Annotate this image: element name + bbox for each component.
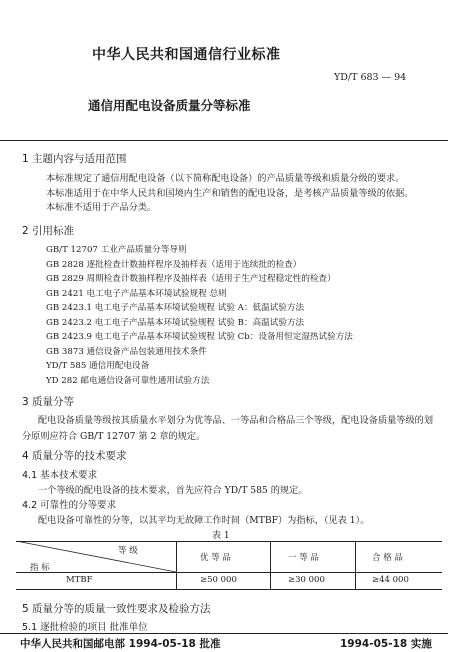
reference-standard: GB/T 12707 工业产品质量分等导则 [46,245,187,255]
reference-standard: GB 2423.1 电工电子产品基本环境试验规程 试验 A：低温试验方法 [46,303,305,313]
section-1-paragraph: 本标准适用于在中华人民共和国境内生产和销售的配电设备，是考核产品质量等级的依据。 [46,188,414,199]
section-1-heading: 1 主题内容与适用范围 [22,153,127,165]
section-4-1-heading: 4.1 基本技术要求 [22,470,98,481]
section-4-2-heading: 4.2 可靠性的分等要求 [22,500,117,511]
table-column-header: 优 等 品 [200,553,231,563]
org-title: 中华人民共和国通信行业标准 [92,47,281,63]
section-5-1-heading: 5.1 逐批检验的项目 批准单位 [22,622,148,633]
section-3-paragraph: 分原则应符合 GB/T 12707 第 2 章的规定。 [22,431,206,442]
standard-number: YD/T 683 — 94 [334,72,407,83]
reference-standard: GB 3873 通信设备产品包装通用技术条件 [46,347,207,357]
reference-standard: GB 2421 电工电子产品基本环境试验规程 总则 [46,289,227,299]
section-4-2-text: 配电设备可靠性的分等，以其平均无故障工作时间（MTBF）为指标，（见表 1）。 [38,515,370,526]
footer-rule [0,633,448,634]
table-corner-header: 指 标 [30,563,50,573]
section-4-heading: 4 质量分等的技术要求 [22,450,127,462]
table-cell: ≥44 000 [372,575,409,585]
section-4-1-text: 一个等级的配电设备的技术要求，首先应符合 YD/T 585 的规定。 [38,485,308,496]
section-2-heading: 2 引用标准 [22,225,75,237]
reference-standard: YD/T 585 通信用配电设备 [46,361,150,371]
section-3-paragraph: 配电设备质量等级按其质量水平划分为优等品、一等品和合格品三个等级，配电设备质量等级的划 [38,415,434,426]
section-1-paragraph: 本标准规定了通信用配电设备（以下简称配电设备）的产品质量等级和质量分级的要求。 [46,173,405,184]
reference-standard: GB 2423.2 电工电子产品基本环境试验规程 试验 B：高温试验方法 [46,318,305,328]
header-rule [0,140,448,141]
section-5-heading: 5 质量分等的质量一致性要求及检验方法 [22,603,211,615]
table-column-header: 合 格 品 [372,553,403,563]
table-cell: ≥30 000 [288,575,325,585]
approval-statement: 中华人民共和国邮电部 1994-05-18 批准 [20,638,221,650]
table-corner-header: 等 级 [118,546,138,556]
reference-standard: YD 282 邮电通信设备可靠性通用试验方法 [46,376,210,386]
table-row-label: MTBF [66,575,93,585]
table-caption: 表 1 [212,531,230,541]
reference-standard: GB 2423.9 电工电子产品基本环境试验规程 试验 Cb：设备用恒定湿热试验方法 [46,332,353,342]
reference-standard: GB 2829 周期检查计数抽样程序及抽样表（适用于生产过程稳定性的检查） [46,274,336,284]
effective-date: 1994-05-18 实施 [340,638,432,650]
table-column-header: 一 等 品 [288,553,319,563]
section-1-paragraph: 本标准不适用于产品分类。 [46,202,157,213]
section-3-heading: 3 质量分等 [22,396,75,408]
table-cell: ≥50 000 [200,575,237,585]
reference-standard: GB 2828 逐批检查计数抽样程序及抽样表（适用于连续批的检查） [46,260,302,270]
document-title: 通信用配电设备质量分等标准 [88,98,251,113]
